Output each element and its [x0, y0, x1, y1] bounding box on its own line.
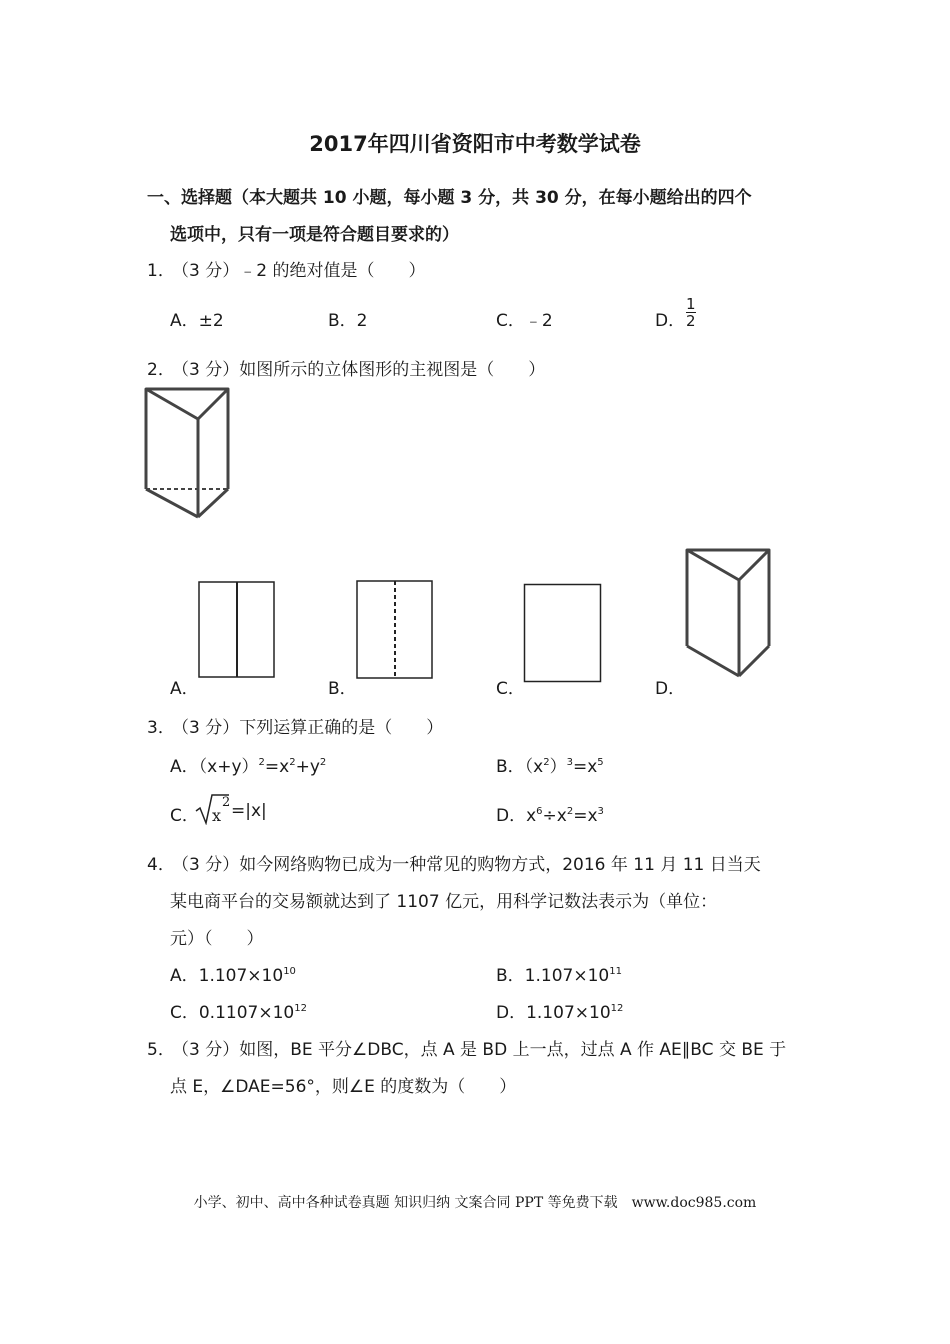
option-text: A．1.107×10 — [170, 966, 284, 986]
q5-number: 5． — [147, 1040, 175, 1060]
exponent: 2 — [258, 757, 265, 768]
q3-option-d — [496, 801, 604, 826]
option-text: D．1.107×10 — [496, 1003, 611, 1023]
q3-option-c-label: C． — [170, 806, 199, 826]
q4-number: 4． — [147, 855, 175, 875]
exponent: 2 — [289, 757, 296, 768]
option-text: B．1.107×10 — [496, 966, 610, 986]
expr-part: ÷x — [542, 806, 567, 826]
q2-text: （3 分）如图所示的立体图形的主视图是（ ） — [172, 360, 546, 380]
exponent: 2 — [543, 757, 550, 768]
exponent: 3 — [597, 806, 604, 817]
page-footer: 小学、初中、高中各种试卷真题 知识归纳 文案合同 PPT 等免费下载 www.doc985.com — [193, 1195, 757, 1211]
q1-option-c: C．﹣2 — [496, 311, 553, 331]
q4-option-b — [496, 961, 622, 986]
option-label: A． — [170, 757, 199, 777]
q1-option-d-label: D． — [655, 311, 686, 331]
q1-option-d-fraction — [686, 296, 696, 329]
q2-option-a-figure — [197, 580, 277, 680]
exponent: 5 — [597, 757, 604, 768]
exponent: 10 — [283, 966, 296, 977]
q4-line1: （3 分）如今网络购物已成为一种常见的购物方式，2016 年 11 月 11 日当天 — [172, 855, 761, 875]
q2-option-d: D． — [655, 679, 686, 699]
prism-bottom-left-edge — [146, 489, 198, 517]
q3-text: （3 分）下列运算正确的是（ ） — [172, 718, 444, 738]
expr-part: =x — [264, 757, 290, 777]
section-heading-line1: 一、选择题（本大题共 10 小题，每小题 3 分，共 30 分，在每小题给出的四个 — [147, 188, 752, 208]
exponent: 12 — [610, 1003, 624, 1014]
expr-part: （x+y） — [198, 757, 259, 777]
exponent: 2 — [319, 757, 327, 768]
expr-part: =x — [573, 806, 598, 826]
q2-option-d-figure — [683, 546, 775, 682]
q4-line2: 某电商平台的交易额就达到了 1107 亿元，用科学记数法表示为（单位： — [170, 892, 718, 912]
q4-option-a — [170, 961, 296, 986]
expr-part: =x — [572, 757, 598, 777]
q4-option-d — [496, 998, 623, 1023]
expr-part: ） — [549, 757, 567, 777]
q3-option-c-exponent: 2 — [222, 795, 231, 810]
q3-option-b — [496, 752, 604, 777]
q1-option-a: A．±2 — [170, 311, 224, 331]
q2-option-b: B． — [328, 679, 357, 699]
q3-option-c-radicand: x — [212, 806, 222, 825]
q4-option-c — [170, 998, 307, 1023]
fraction-numerator: 1 — [686, 295, 696, 313]
section-heading-line2: 选项中，只有一项是符合题目要求的） — [170, 225, 459, 245]
q2-option-c: C． — [496, 679, 525, 699]
q2-option-c-figure — [523, 583, 603, 685]
exponent: 12 — [294, 1003, 307, 1014]
expr-part: +y — [295, 757, 320, 777]
q1-number: 1． — [147, 261, 175, 281]
triangular-prism-figure — [140, 385, 240, 525]
q2-number: 2． — [147, 360, 175, 380]
q1-option-b: B．2 — [328, 311, 368, 331]
exponent: 2 — [566, 806, 574, 817]
q3-number: 3． — [147, 718, 175, 738]
q5-line1: （3 分）如图，BE 平分∠DBC，点 A 是 BD 上一点，过点 A 作 AE∥BC 交 BE 于 — [172, 1040, 787, 1060]
page-title: 2017年四川省资阳市中考数学试卷 — [309, 132, 641, 156]
exponent: 3 — [566, 757, 573, 768]
q4-line3: 元）（ ） — [170, 929, 264, 949]
exponent: 6 — [536, 806, 543, 817]
prism-bottom-right-edge — [198, 489, 228, 517]
expr-part: x — [526, 806, 537, 826]
q5-line2: 点 E，∠DAE=56°，则∠E 的度数为（ ） — [170, 1077, 517, 1097]
fraction-denominator: 2 — [686, 312, 696, 330]
q3-option-c-rhs: =|x| — [231, 801, 267, 821]
exponent: 11 — [609, 966, 622, 977]
option-label: D． — [496, 806, 527, 826]
q1-text: （3 分）﹣2 的绝对值是（ ） — [172, 261, 426, 281]
q2-option-b-figure — [356, 580, 436, 680]
option-label: B． — [496, 757, 525, 777]
q3-option-a — [170, 752, 326, 777]
option-text: C．0.1107×10 — [170, 1003, 295, 1023]
prism-top-face — [146, 389, 228, 419]
expr-part: （x — [524, 757, 544, 777]
q2-option-a: A． — [170, 679, 199, 699]
